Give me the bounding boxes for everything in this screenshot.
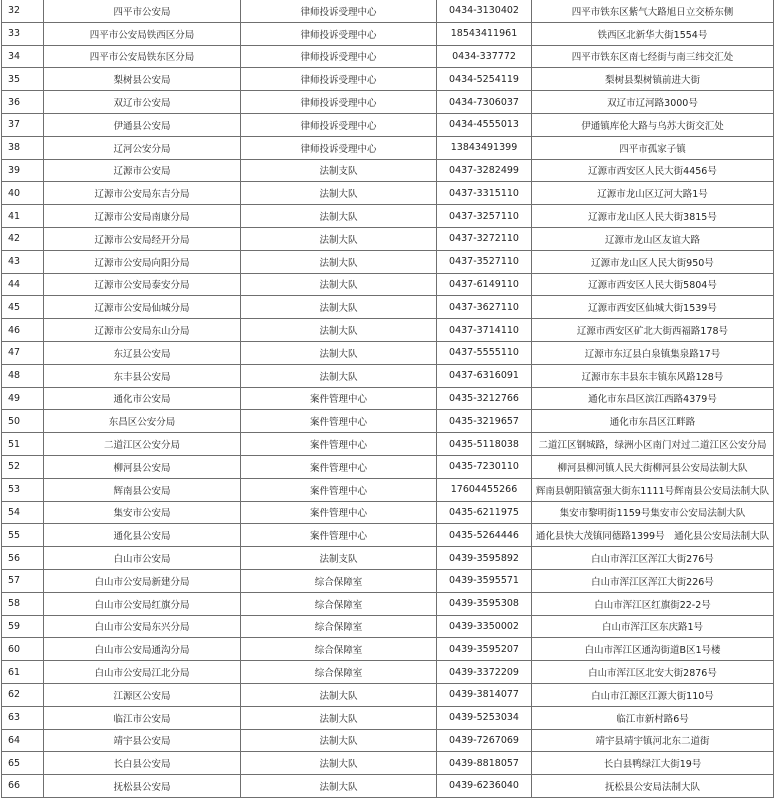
row-number-cell: 50 <box>2 410 44 433</box>
row-number-cell: 51 <box>2 433 44 456</box>
unit-name-cell: 白山市公安局江北分局 <box>44 661 241 684</box>
address-cell: 通化市东昌区滨江西路4379号 <box>532 387 774 410</box>
unit-name-cell: 辽源市公安局 <box>44 159 241 182</box>
unit-name-cell: 二道江区公安分局 <box>44 433 241 456</box>
unit-name-cell: 辽河公安分局 <box>44 136 241 159</box>
row-number-cell: 47 <box>2 341 44 364</box>
unit-name-cell: 辽源市公安局泰安分局 <box>44 273 241 296</box>
table-row <box>2 729 774 752</box>
row-number-cell: 42 <box>2 227 44 250</box>
phone-number-cell: 0437-3714110 <box>437 319 532 342</box>
unit-name-cell: 东昌区公安分局 <box>44 410 241 433</box>
address-cell: 双辽市辽河路3000号 <box>532 91 774 114</box>
unit-name-cell: 临江市公安局 <box>44 706 241 729</box>
address-cell: 四平市孤家子镇 <box>532 136 774 159</box>
address-cell: 梨树县梨树镇前进大街 <box>532 68 774 91</box>
department-cell: 法制大队 <box>241 364 437 387</box>
address-cell: 辽源市西安区人民大街4456号 <box>532 159 774 182</box>
row-number-cell: 38 <box>2 136 44 159</box>
unit-name-cell: 辽源市公安局经开分局 <box>44 227 241 250</box>
table-row <box>2 410 774 433</box>
address-cell: 辽源市龙山区友谊大路 <box>532 227 774 250</box>
department-cell: 法制支队 <box>241 159 437 182</box>
unit-name-cell: 白山市公安局 <box>44 547 241 570</box>
unit-name-cell: 辽源市公安局南康分局 <box>44 205 241 228</box>
address-cell: 辽源市龙山区人民大街3815号 <box>532 205 774 228</box>
department-cell: 法制大队 <box>241 706 437 729</box>
row-number-cell: 34 <box>2 45 44 68</box>
address-cell: 白山市浑江区浑江大街276号 <box>532 547 774 570</box>
department-cell: 案件管理中心 <box>241 387 437 410</box>
row-number-cell: 33 <box>2 22 44 45</box>
phone-number-cell: 0437-3527110 <box>437 250 532 273</box>
phone-number-cell: 0434-7306037 <box>437 91 532 114</box>
department-cell: 律师投诉受理中心 <box>241 113 437 136</box>
phone-number-cell: 0439-3350002 <box>437 615 532 638</box>
address-cell: 辽源市西安区矿北大街西福路178号 <box>532 319 774 342</box>
department-cell: 律师投诉受理中心 <box>241 136 437 159</box>
row-number-cell: 49 <box>2 387 44 410</box>
phone-number-cell: 0434-4555013 <box>437 113 532 136</box>
phone-number-cell: 0435-3212766 <box>437 387 532 410</box>
row-number-cell: 36 <box>2 91 44 114</box>
row-number-cell: 58 <box>2 592 44 615</box>
department-cell: 法制大队 <box>241 729 437 752</box>
table-row <box>2 113 774 136</box>
department-cell: 律师投诉受理中心 <box>241 68 437 91</box>
row-number-cell: 43 <box>2 250 44 273</box>
table-row <box>2 0 774 22</box>
row-number-cell: 59 <box>2 615 44 638</box>
department-cell: 律师投诉受理中心 <box>241 0 437 22</box>
phone-number-cell: 0435-6211975 <box>437 501 532 524</box>
table-row <box>2 615 774 638</box>
unit-name-cell: 双辽市公安局 <box>44 91 241 114</box>
phone-number-cell: 0439-8818057 <box>437 752 532 775</box>
department-cell: 综合保障室 <box>241 661 437 684</box>
table-row <box>2 250 774 273</box>
department-cell: 法制大队 <box>241 182 437 205</box>
phone-number-cell: 0437-5555110 <box>437 341 532 364</box>
table-row <box>2 775 774 798</box>
address-cell: 通化市东昌区江畔路 <box>532 410 774 433</box>
row-number-cell: 41 <box>2 205 44 228</box>
table-row <box>2 136 774 159</box>
phone-number-cell: 0435-7230110 <box>437 455 532 478</box>
unit-name-cell: 白山市公安局东兴分局 <box>44 615 241 638</box>
row-number-cell: 54 <box>2 501 44 524</box>
address-cell: 辽源市龙山区人民大街950号 <box>532 250 774 273</box>
phone-number-cell: 0437-3282499 <box>437 159 532 182</box>
department-cell: 法制大队 <box>241 227 437 250</box>
address-cell: 伊通镇库伦大路与乌苏大街交汇处 <box>532 113 774 136</box>
department-cell: 法制大队 <box>241 205 437 228</box>
phone-number-cell: 0434-337772 <box>437 45 532 68</box>
table-body <box>2 0 774 797</box>
unit-name-cell: 白山市公安局新建分局 <box>44 569 241 592</box>
table-row <box>2 592 774 615</box>
address-cell: 铁西区北新华大街1554号 <box>532 22 774 45</box>
phone-number-cell: 0434-5254119 <box>437 68 532 91</box>
address-cell: 白山市浑江区通沟街道B区1号楼 <box>532 638 774 661</box>
unit-name-cell: 通化市公安局 <box>44 387 241 410</box>
unit-name-cell: 辽源市公安局东山分局 <box>44 319 241 342</box>
table-row <box>2 433 774 456</box>
table-row <box>2 68 774 91</box>
table-row <box>2 364 774 387</box>
table-row <box>2 524 774 547</box>
department-cell: 法制支队 <box>241 547 437 570</box>
table-row <box>2 341 774 364</box>
unit-name-cell: 通化县公安局 <box>44 524 241 547</box>
unit-name-cell: 东辽县公安局 <box>44 341 241 364</box>
address-cell: 柳河县柳河镇人民大街柳河县公安局法制大队 <box>532 455 774 478</box>
department-cell: 案件管理中心 <box>241 433 437 456</box>
address-cell: 辽源市西安区仙城大街1539号 <box>532 296 774 319</box>
unit-name-cell: 白山市公安局红旗分局 <box>44 592 241 615</box>
department-cell: 法制大队 <box>241 775 437 798</box>
phone-number-cell: 0439-6236040 <box>437 775 532 798</box>
phone-number-cell: 0435-5264446 <box>437 524 532 547</box>
department-cell: 法制大队 <box>241 296 437 319</box>
address-cell: 临江市新村路6号 <box>532 706 774 729</box>
address-cell: 靖宇县靖宇镇河北东二道街 <box>532 729 774 752</box>
row-number-cell: 45 <box>2 296 44 319</box>
row-number-cell: 66 <box>2 775 44 798</box>
phone-number-cell: 0439-3595308 <box>437 592 532 615</box>
phone-number-cell: 0439-5253034 <box>437 706 532 729</box>
address-cell: 四平市铁东区南七经街与南三纬交汇处 <box>532 45 774 68</box>
unit-name-cell: 伊通县公安局 <box>44 113 241 136</box>
phone-number-cell: 0439-3595207 <box>437 638 532 661</box>
department-cell: 法制大队 <box>241 250 437 273</box>
phone-number-cell: 17604455266 <box>437 478 532 501</box>
row-number-cell: 39 <box>2 159 44 182</box>
address-cell: 长白县鸭绿江大街19号 <box>532 752 774 775</box>
department-cell: 法制大队 <box>241 683 437 706</box>
table-row <box>2 319 774 342</box>
unit-name-cell: 江源区公安局 <box>44 683 241 706</box>
address-cell: 通化县快大茂镇同德路1399号 通化县公安局法制大队 <box>532 524 774 547</box>
unit-name-cell: 抚松县公安局 <box>44 775 241 798</box>
phone-number-cell: 0439-3814077 <box>437 683 532 706</box>
phone-number-cell: 0434-3130402 <box>437 0 532 22</box>
address-cell: 白山市浑江区红旗街22-2号 <box>532 592 774 615</box>
department-cell: 律师投诉受理中心 <box>241 91 437 114</box>
unit-name-cell: 白山市公安局通沟分局 <box>44 638 241 661</box>
department-cell: 法制大队 <box>241 752 437 775</box>
table-row <box>2 683 774 706</box>
address-cell: 白山市浑江区北安大街2876号 <box>532 661 774 684</box>
row-number-cell: 56 <box>2 547 44 570</box>
phone-number-cell: 0437-3257110 <box>437 205 532 228</box>
unit-name-cell: 柳河县公安局 <box>44 455 241 478</box>
address-cell: 辽源市西安区人民大街5804号 <box>532 273 774 296</box>
unit-name-cell: 集安市公安局 <box>44 501 241 524</box>
table-row <box>2 455 774 478</box>
phone-number-cell: 0435-3219657 <box>437 410 532 433</box>
department-cell: 案件管理中心 <box>241 478 437 501</box>
row-number-cell: 63 <box>2 706 44 729</box>
address-cell: 白山市江源区江源大街110号 <box>532 683 774 706</box>
phone-number-cell: 0437-3272110 <box>437 227 532 250</box>
department-cell: 案件管理中心 <box>241 501 437 524</box>
row-number-cell: 52 <box>2 455 44 478</box>
table-row <box>2 569 774 592</box>
department-cell: 案件管理中心 <box>241 410 437 433</box>
table-row <box>2 752 774 775</box>
phone-number-cell: 0439-7267069 <box>437 729 532 752</box>
table-row <box>2 227 774 250</box>
table-row <box>2 91 774 114</box>
address-cell: 辽源市龙山区辽河大路1号 <box>532 182 774 205</box>
unit-name-cell: 辽源市公安局向阳分局 <box>44 250 241 273</box>
row-number-cell: 35 <box>2 68 44 91</box>
unit-name-cell: 四平市公安局铁东区分局 <box>44 45 241 68</box>
department-cell: 法制大队 <box>241 319 437 342</box>
table-row <box>2 296 774 319</box>
address-cell: 白山市浑江区浑江大街226号 <box>532 569 774 592</box>
address-cell: 二道江区钢城路，绿洲小区南门对过二道江区公安分局 <box>532 433 774 456</box>
contact-table <box>1 0 774 798</box>
unit-name-cell: 四平市公安局 <box>44 0 241 22</box>
row-number-cell: 46 <box>2 319 44 342</box>
table-row <box>2 182 774 205</box>
row-number-cell: 44 <box>2 273 44 296</box>
row-number-cell: 48 <box>2 364 44 387</box>
phone-number-cell: 0437-6149110 <box>437 273 532 296</box>
row-number-cell: 57 <box>2 569 44 592</box>
table-row <box>2 478 774 501</box>
table-row <box>2 45 774 68</box>
row-number-cell: 40 <box>2 182 44 205</box>
department-cell: 法制大队 <box>241 341 437 364</box>
phone-number-cell: 0435-5118038 <box>437 433 532 456</box>
row-number-cell: 55 <box>2 524 44 547</box>
phone-number-cell: 13843491399 <box>437 136 532 159</box>
row-number-cell: 37 <box>2 113 44 136</box>
phone-number-cell: 18543411961 <box>437 22 532 45</box>
address-cell: 四平市铁东区紫气大路旭日立交桥东侧 <box>532 0 774 22</box>
phone-number-cell: 0437-3315110 <box>437 182 532 205</box>
unit-name-cell: 辽源市公安局仙城分局 <box>44 296 241 319</box>
table-row <box>2 159 774 182</box>
department-cell: 案件管理中心 <box>241 524 437 547</box>
table-row <box>2 205 774 228</box>
table-row <box>2 22 774 45</box>
address-cell: 抚松县公安局法制大队 <box>532 775 774 798</box>
row-number-cell: 32 <box>2 0 44 22</box>
row-number-cell: 61 <box>2 661 44 684</box>
row-number-cell: 65 <box>2 752 44 775</box>
table-row <box>2 661 774 684</box>
table-row <box>2 547 774 570</box>
address-cell: 集安市黎明街1159号集安市公安局法制大队 <box>532 501 774 524</box>
department-cell: 法制大队 <box>241 273 437 296</box>
row-number-cell: 64 <box>2 729 44 752</box>
address-cell: 白山市浑江区东庆路1号 <box>532 615 774 638</box>
table-row <box>2 706 774 729</box>
department-cell: 综合保障室 <box>241 569 437 592</box>
department-cell: 案件管理中心 <box>241 455 437 478</box>
unit-name-cell: 辽源市公安局东吉分局 <box>44 182 241 205</box>
table-row <box>2 638 774 661</box>
unit-name-cell: 辉南县公安局 <box>44 478 241 501</box>
phone-number-cell: 0439-3595892 <box>437 547 532 570</box>
address-cell: 辽源市东辽县白泉镇集泉路17号 <box>532 341 774 364</box>
address-cell: 辉南县朝阳镇富强大街东1111号辉南县公安局法制大队 <box>532 478 774 501</box>
department-cell: 综合保障室 <box>241 615 437 638</box>
table-row <box>2 273 774 296</box>
unit-name-cell: 东丰县公安局 <box>44 364 241 387</box>
row-number-cell: 60 <box>2 638 44 661</box>
unit-name-cell: 长白县公安局 <box>44 752 241 775</box>
unit-name-cell: 梨树县公安局 <box>44 68 241 91</box>
phone-number-cell: 0437-6316091 <box>437 364 532 387</box>
department-cell: 综合保障室 <box>241 592 437 615</box>
table-row <box>2 387 774 410</box>
row-number-cell: 53 <box>2 478 44 501</box>
phone-number-cell: 0439-3595571 <box>437 569 532 592</box>
row-number-cell: 62 <box>2 683 44 706</box>
department-cell: 律师投诉受理中心 <box>241 22 437 45</box>
unit-name-cell: 靖宇县公安局 <box>44 729 241 752</box>
table-row <box>2 501 774 524</box>
address-cell: 辽源市东丰县东丰镇东风路128号 <box>532 364 774 387</box>
phone-number-cell: 0439-3372209 <box>437 661 532 684</box>
department-cell: 综合保障室 <box>241 638 437 661</box>
unit-name-cell: 四平市公安局铁西区分局 <box>44 22 241 45</box>
department-cell: 律师投诉受理中心 <box>241 45 437 68</box>
phone-number-cell: 0437-3627110 <box>437 296 532 319</box>
